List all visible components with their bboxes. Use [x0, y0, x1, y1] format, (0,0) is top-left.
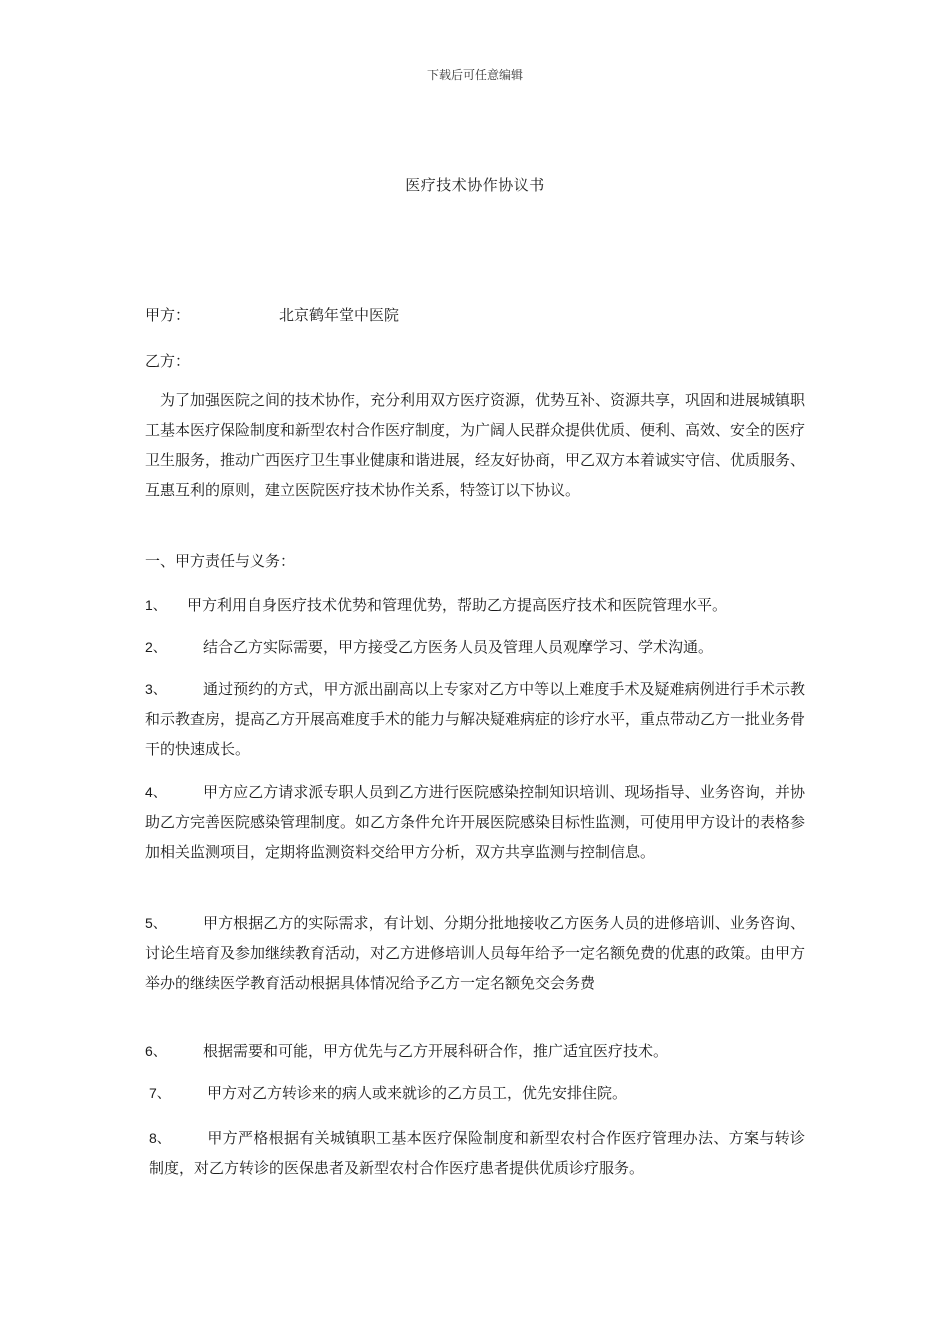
clause-text: 甲方根据乙方的实际需求，有计划、分期分批地接收乙方医务人员的进修培训、业务咨询、讨论生培育及参加继续教育活动，对乙方进修培训人员每年给予一定名额免费的优惠的政策。由甲方举办的继续医学教育活动根据具体情况给予乙方一定名额免交会务费 — [145, 914, 806, 992]
clause-item — [149, 1078, 805, 1108]
header-note: 下载后可任意编辑 — [426, 68, 523, 82]
clause-item — [145, 1036, 805, 1066]
clause-number: 2、 — [145, 639, 167, 655]
clause-text: 甲方利用自身医疗技术优势和管理优势，帮助乙方提高医疗技术和医院管理水平。 — [187, 596, 728, 614]
clause-item — [149, 1123, 805, 1183]
party-a-value: 北京鹤年堂中医院 — [279, 306, 400, 324]
clause-text: 通过预约的方式，甲方派出副高以上专家对乙方中等以上难度手术及疑难病例进行手术示教和示教查房，提高乙方开展高难度手术的能力与解决疑难病症的诊疗水平，重点带动乙方一批业务骨干的快速成长。 — [145, 680, 806, 758]
clause-item — [145, 777, 805, 867]
clause-text: 根据需要和可能，甲方优先与乙方开展科研合作，推广适宜医疗技术。 — [203, 1042, 669, 1060]
clause-text: 甲方应乙方请求派专职人员到乙方进行医院感染控制知识培训、现场指导、业务咨询，并协助乙方完善医院感染管理制度。如乙方条件允许开展医院感染目标性监测，可使用甲方设计的表格参加相关监测项目，定期将监测资料交给甲方分析，双方共享监测与控制信息。 — [145, 783, 806, 861]
clause-text: 甲方对乙方转诊来的病人或来就诊的乙方员工，优先安排住院。 — [207, 1084, 628, 1102]
clause-number: 6、 — [145, 1043, 167, 1059]
clause-text: 结合乙方实际需要，甲方接受乙方医务人员及管理人员观摩学习、学术沟通。 — [203, 638, 714, 656]
clause-item — [145, 590, 805, 620]
clause-item — [145, 908, 805, 998]
clause-text: 甲方严格根据有关城镇职工基本医疗保险制度和新型农村合作医疗管理办法、方案与转诊制度，对乙方转诊的医保患者及新型农村合作医疗患者提供优质诊疗服务。 — [149, 1129, 805, 1177]
party-b-label: 乙方： — [145, 352, 191, 370]
document-title: 医疗技术协作协议书 — [405, 176, 545, 194]
clause-number: 8、 — [149, 1130, 171, 1146]
clause-item — [145, 674, 805, 764]
clause-number: 5、 — [145, 915, 167, 931]
clause-number: 4、 — [145, 784, 167, 800]
clause-number: 7、 — [149, 1085, 171, 1101]
section-heading: 一、甲方责任与义务： — [145, 552, 296, 570]
clause-item — [145, 632, 805, 662]
intro-paragraph: 为了加强医院之间的技术协作，充分利用双方医疗资源，优势互补、资源共享，巩固和进展城镇职工基本医疗保险制度和新型农村合作医疗制度，为广阔人民群众提供优质、便利、高效、安全的医疗卫生服务，推动广西医疗卫生事业健康和谐进展，经友好协商，甲乙双方本着诚实守信、优质服务、互惠互利的原则，建立医院医疗技术协作关系，特签订以下协议。 — [145, 391, 806, 499]
party-a-label: 甲方： — [145, 306, 191, 324]
clause-number: 3、 — [145, 681, 167, 697]
clause-number: 1、 — [145, 597, 167, 613]
